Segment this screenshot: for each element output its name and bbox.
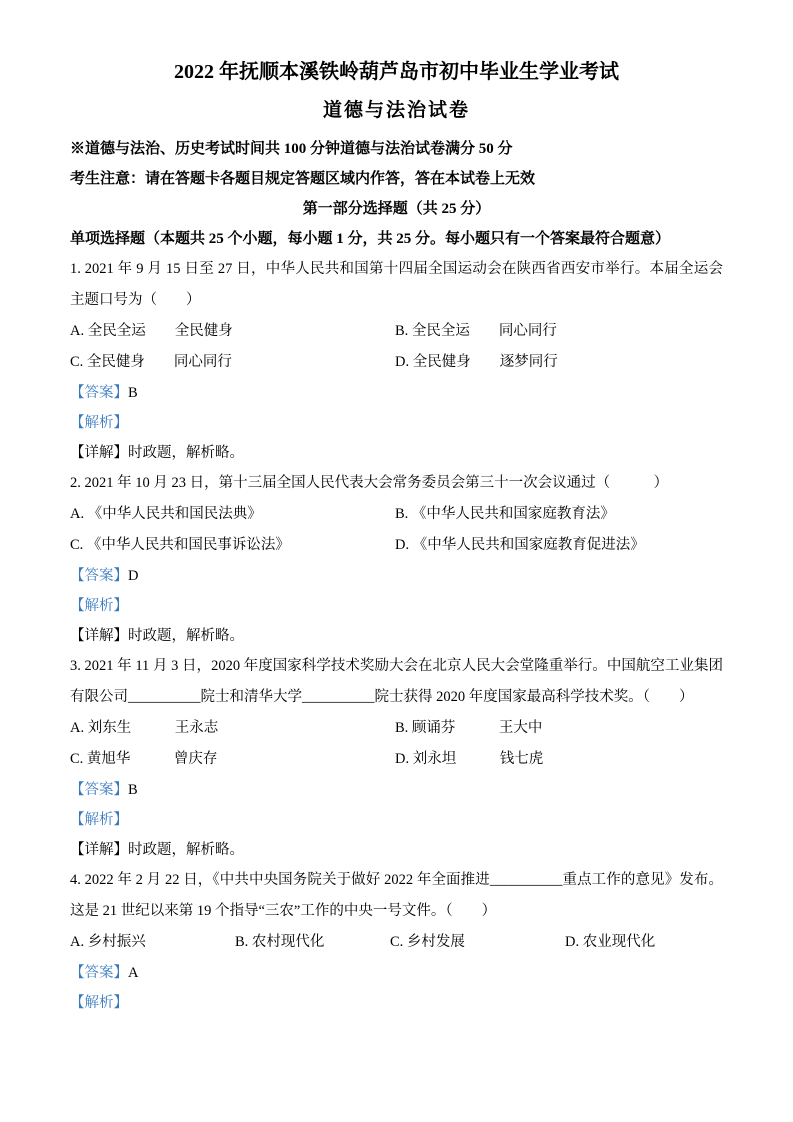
question-1-option-d: D. 全民健身 逐梦同行 [395,354,558,370]
answer-label: 【答案】 [70,385,128,401]
question-2-option-a: A. 《中华人民共和国民法典》 [70,506,262,522]
question-2-option-b: B. 《中华人民共和国家庭教育法》 [395,506,615,522]
question-4-options [70,927,723,958]
question-3-option-c: C. 黄旭华 曾庆存 [70,751,218,767]
question-2-analysis-label: 【解析】 [70,598,128,614]
question-1-stem: 1. 2021 年 9 月 15 日至 27 日，中华人民共和国第十四届全国运动会在陕西省西安市举行。本届全运会主题口号为（ ） [70,261,723,308]
question-4-option-c: C. 乡村发展 [390,934,465,950]
question-3 [70,651,723,865]
question-3-analysis-label: 【解析】 [70,812,128,828]
question-3-option-a: A. 刘东生 王永志 [70,720,219,736]
answer-label: 【答案】 [70,782,128,798]
exam-subtitle: 道德与法治试卷 [322,100,470,121]
question-4 [70,865,723,1018]
question-3-stem: 3. 2021 年 11 月 3 日，2020 年度国家科学技术奖励大会在北京人民大会堂隆重举行。中国航空工业集团有限公司__________院士和清华大学__________院士获得 2020 年度国家最高科学技术奖。（ ） [70,658,723,705]
exam-title: 2022 年抚顺本溪铁岭葫芦岛市初中毕业生学业考试 [174,61,619,83]
question-2-answer-line [70,561,723,591]
question-2-options [70,499,723,561]
answer-label: 【答案】 [70,568,128,584]
question-1-analysis-label: 【解析】 [70,415,128,431]
question-4-option-a: A. 乡村振兴 [70,934,146,950]
question-2 [70,468,723,651]
question-3-option-d: D. 刘永坦 钱七虎 [395,751,544,767]
notice-candidate: 考生注意：请在答题卡各题目规定答题区域内作答，答在本试卷上无效 [70,171,536,187]
question-2-option-c: C. 《中华人民共和国民事诉讼法》 [70,537,290,553]
question-1-option-c: C. 全民健身 同心同行 [70,354,232,370]
answer-value: D [128,568,139,584]
exam-paper-page [70,58,723,1018]
question-3-answer-line [70,775,723,805]
answer-label: 【答案】 [70,965,128,981]
question-4-stem: 4. 2022 年 2 月 22 日，《中共中央国务院关于做好 2022 年全面推进__________重点工作的意见》发布。这是 21 世纪以来第 19 个指导“三农”工作的中央一号文件。（ ） [70,872,723,919]
answer-value: B [128,385,138,401]
question-4-analysis-label: 【解析】 [70,995,128,1011]
question-2-option-d: D. 《中华人民共和国家庭教育促进法》 [395,537,645,553]
answer-value: B [128,782,138,798]
question-1-detail-line: 【详解】时政题，解析略。 [70,445,244,461]
question-1-option-a: A. 全民全运 全民健身 [70,323,233,339]
answer-value: A [128,965,139,981]
question-2-stem: 2. 2021 年 10 月 23 日，第十三届全国人民代表大会常务委员会第三十一次会议通过（ ） [70,475,669,491]
question-3-options [70,713,723,775]
notice-exam-time: ※道德与法治、历史考试时间共 100 分钟道德与法治试卷满分 50 分 [70,141,513,157]
part-title: 第一部分选择题（共 25 分） [302,201,491,217]
question-1-option-b: B. 全民全运 同心同行 [395,323,557,339]
question-3-option-b: B. 顾诵芬 王大中 [395,720,543,736]
question-2-detail-line: 【详解】时政题，解析略。 [70,628,244,644]
section-instruction: 单项选择题（本题共 25 个小题，每小题 1 分，共 25 分。每小题只有一个答案最符合题意） [70,231,671,247]
question-1 [70,254,723,468]
question-4-answer-line [70,958,723,988]
question-4-option-d: D. 农业现代化 [565,934,656,950]
question-4-option-b: B. 农村现代化 [235,934,325,950]
question-3-detail-line: 【详解】时政题，解析略。 [70,842,244,858]
question-1-answer-line [70,378,723,408]
question-1-options [70,316,723,378]
